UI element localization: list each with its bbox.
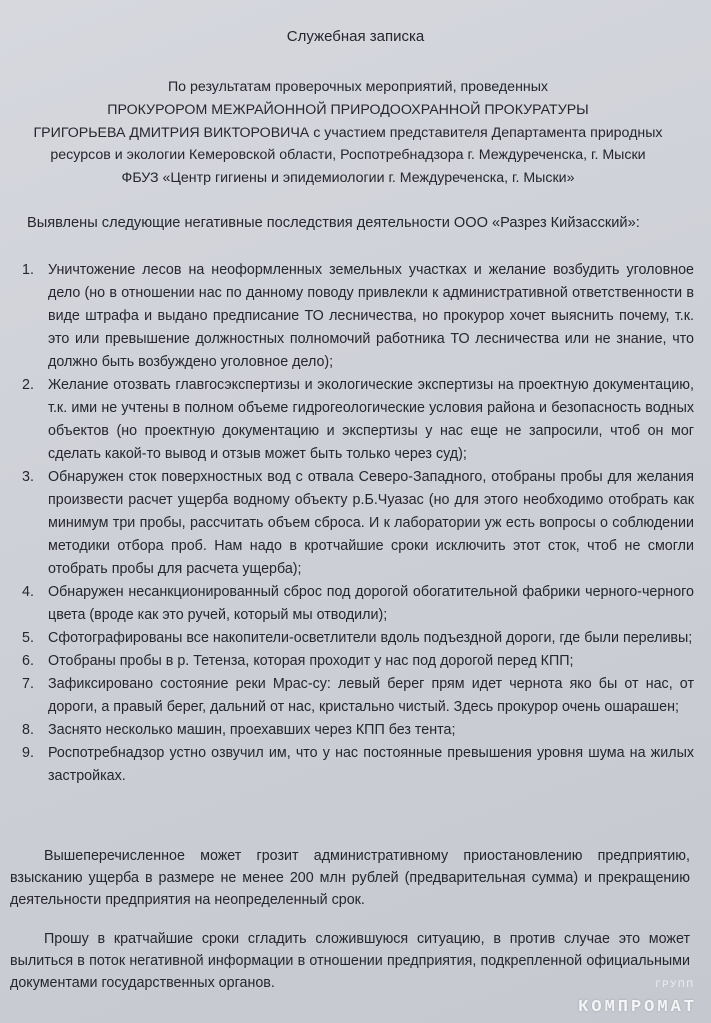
item-text: Отобраны пробы в р. Тетенза, которая проходит у нас под дорогой перед КПП; xyxy=(48,653,574,669)
item-text: Заснято несколько машин, проехавших через КПП без тента; xyxy=(48,722,456,738)
item-text: Зафиксировано состояние реки Мрас-су: левый берег прям идет чернота яко бы от нас, от дороги, а правый берег, дальний от нас, кристально чистый. Здесь прокурор очень ошарашен; xyxy=(48,676,694,715)
header-line: ПРОКУРОРОМ МЕЖРАЙОННОЙ ПРИРОДООХРАННОЙ ПРОКУРАТУРЫ xyxy=(107,101,589,118)
item-number: 8. xyxy=(22,722,34,738)
header-line: ресурсов и экологии Кемеровской области, Роспотребнадзора г. Междуреченска, г. Мыски xyxy=(50,147,646,164)
header-line: ФБУЗ «Центр гигиены и эпидемиологии г. Междуреченска, г. Мыски» xyxy=(121,170,575,187)
watermark-logo xyxy=(543,979,703,1019)
list-item xyxy=(22,650,694,673)
item-number: 3. xyxy=(22,469,34,485)
request-paragraph: Прошу в кратчайшие сроки сгладить сложившуюся ситуацию, в против случае это может вылиться в поток негативной информации в отношении предприятия, подкрепленной официальными документами государственных органов. xyxy=(10,931,690,991)
item-text: Роспотребнадзор устно озвучил им, что у нас постоянные превышения уровня шума на жилых застройках. xyxy=(48,745,694,784)
findings-list xyxy=(22,259,694,788)
watermark-text: КОМПРОМАТ xyxy=(578,998,697,1017)
list-item xyxy=(22,627,694,650)
item-text: Обнаружен несанкционированный сброс под дорогой обогатительной фабрики черного-черного цвета (вроде как это ручей, который мы отводили); xyxy=(48,584,694,623)
item-text: Обнаружен сток поверхностных вод с отвала Северо-Западного, отобраны пробы для желания произвести расчет ущерба водному объекту р.Б.Чуазас (но для этого необходимо отобрать как минимум три пробы, рассчитать объем сброса. И к лаборатории уж есть вопросы о соблюдении методики отбора проб. Нам надо в кротчайшие сроки исключить этот сток, чтоб не смогли отобрать пробы для расчета ущерба); xyxy=(48,469,694,577)
item-text: Желание отозвать главгосэкспертизы и экологические экспертизы на проектную документацию, т.к. ими не учтены в полном объеме гидрогеологические условия района и безопасность водных объектов (но проектную документацию и экспертизы у нас еще не запросили, чтоб он мог сделать какой-то вывод и отзыв может быть только через суд); xyxy=(48,377,694,462)
list-item xyxy=(22,581,694,627)
item-text: Сфотографированы все накопители-осветлители вдоль подъездной дороги, где были переливы; xyxy=(48,630,693,646)
item-number: 6. xyxy=(22,653,34,669)
intro-text: Выявлены следующие негативные последствия деятельности ООО «Разрез Кийзасский»: xyxy=(27,215,640,231)
item-number: 2. xyxy=(22,377,34,393)
list-item xyxy=(22,259,694,374)
document-title: Служебная записка xyxy=(286,28,425,45)
item-number: 7. xyxy=(22,676,34,692)
item-number: 9. xyxy=(22,745,34,761)
item-number: 4. xyxy=(22,584,34,600)
list-item xyxy=(22,466,694,581)
list-item xyxy=(22,742,694,788)
list-item xyxy=(22,673,694,719)
header-line: ГРИГОРЬЕВА ДМИТРИЯ ВИКТОРОВИЧА с участием представителя Департамента природных xyxy=(33,124,663,141)
list-item xyxy=(22,374,694,466)
item-number: 5. xyxy=(22,630,34,646)
item-number: 1. xyxy=(22,262,34,278)
list-item xyxy=(22,719,694,742)
closing-paragraph: Вышеперечисленное может грозит административному приостановлению предприятию, взысканию ущерба в размере не менее 200 млн рублей (предварительная сумма) и прекращению деятельности предприятия на неопределенный срок. xyxy=(10,848,690,908)
header-line: По результатам проверочных мероприятий, проведенных xyxy=(167,79,549,95)
item-text: Уничтожение лесов на неоформленных земельных участках и желание возбудить уголовное дело (но в отношении нас по данному поводу привлекли к административной ответственности в виде штрафа и выдано предписание ТО лесничества, но прокурор хочет выяснить почему, т.к. это или превышение должностных полномочий работника ТО лесничества или не знание, что должно быть возбуждено уголовное дело); xyxy=(48,262,694,370)
document-header xyxy=(18,76,678,190)
watermark-small-text: ГРУПП xyxy=(655,979,695,989)
